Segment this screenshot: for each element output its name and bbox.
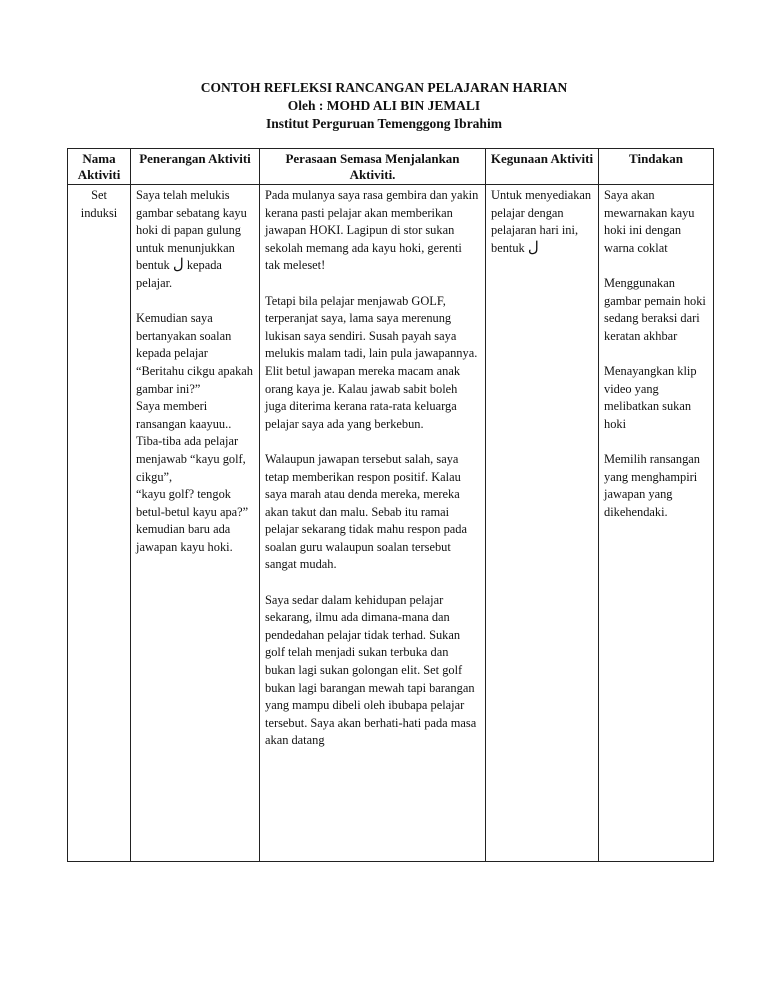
header-tindakan: Tindakan [599,149,714,185]
penerangan-text: Saya telah melukis gambar sebatang kayu hoki di papan gulung untuk menunjukkan bentuk [136,188,247,273]
cell-tindakan [599,185,714,862]
reflection-table [67,148,714,862]
table-header-row [68,149,714,185]
tindakan-paragraph: Menayangkan klip video yang melibatkan sukan hoki [604,363,697,431]
penerangan-text: kepada pelajar. [136,258,222,290]
document-institution: Institut Perguruan Temenggong Ibrahim [266,116,502,131]
penerangan-paragraph: kemudian baru ada jawapan kayu hoki. [136,522,233,554]
arabic-lam-glyph: ل [527,239,539,256]
document-author: Oleh : MOHD ALI BIN JEMALI [287,98,481,113]
table-row [68,185,714,862]
cell-nama-aktiviti: Set induksi [68,185,131,862]
cell-kegunaan [486,185,599,862]
penerangan-paragraph: “kayu golf? tengok betul-betul kayu apa?” [136,487,249,519]
penerangan-paragraph: Kemudian saya bertanyakan soalan kepada pelajar [136,311,232,361]
tindakan-paragraph: Memilih ransangan yang menghampiri jawapan yang dikehendaki. [604,451,701,519]
header-perasaan: Perasaan Semasa Menjalankan Aktiviti. [260,149,486,185]
penerangan-paragraph: “Beritahu cikgu apakah gambar ini?” [136,363,253,396]
tindakan-paragraph: Menggunakan gambar pemain hoki sedang beraksi dari keratan akhbar [604,275,706,343]
penerangan-paragraph: Tiba-tiba ada pelajar menjawab “kayu golf, cikgu”, [136,434,246,484]
perasaan-paragraph: Pada mulanya saya rasa gembira dan yakin kerana pasti pelajar akan memberikan jawapan HOKI. Lagipun di stor sukan sekolah memang ada kayu hoki, gerenti tak meleset! [265,188,479,273]
header-penerangan-aktiviti: Penerangan Aktiviti [131,149,260,185]
tindakan-paragraph: Saya akan mewarnakan kayu hoki ini dengan warna coklat [604,188,695,255]
penerangan-paragraph: Saya memberi ransangan kaayuu.. [136,399,232,431]
header-kegunaan-aktiviti: Kegunaan Aktiviti [486,149,599,185]
perasaan-paragraph: Tetapi bila pelajar menjawab GOLF, terperanjat saya, lama saya merenung lukisan saya sendiri. Susah payah saya melukis malam tadi, lain pula jawapannya. Elit betul jawapan mereka macam anak orang kaya je. Kalau jawab sabit boleh juga diterima kerana rata-rata keluarga pelajar saya ada yang berkebun. [265,293,478,431]
document-header [0,79,768,133]
perasaan-paragraph: Walaupun jawapan tersebut salah, saya tetap memberikan respon positif. Kalau saya marah atau denda mereka, mereka akan takut dan malu. Sebab itu ramai pelajar sekarang tidak mahu respon pada soalan guru walaupun soalan tersebut sangat mudah. [265,451,467,572]
penerangan-paragraph [136,187,254,293]
kegunaan-text: Untuk menyediakan pelajar dengan pelajaran hari ini, bentuk [491,188,592,255]
document-title: CONTOH REFLEKSI RANCANGAN PELAJARAN HARIAN [200,80,568,95]
cell-perasaan [260,185,486,862]
perasaan-paragraph: Saya sedar dalam kehidupan pelajar sekarang, ilmu ada dimana-mana dan pendedahan pelajar tidak terhad. Sukan golf telah menjadi sukan terbuka dan bukan lagi sukan golongan elit. Set golf bukan lagi barangan mewah tapi barangan yang mampu dibeli oleh ibubapa pelajar tersebut. Saya akan berhati-hati pada masa akan datang [265,592,477,748]
arabic-lam-glyph: ل [172,257,184,274]
cell-penerangan [131,185,260,862]
header-nama-aktiviti: Nama Aktiviti [68,149,131,185]
